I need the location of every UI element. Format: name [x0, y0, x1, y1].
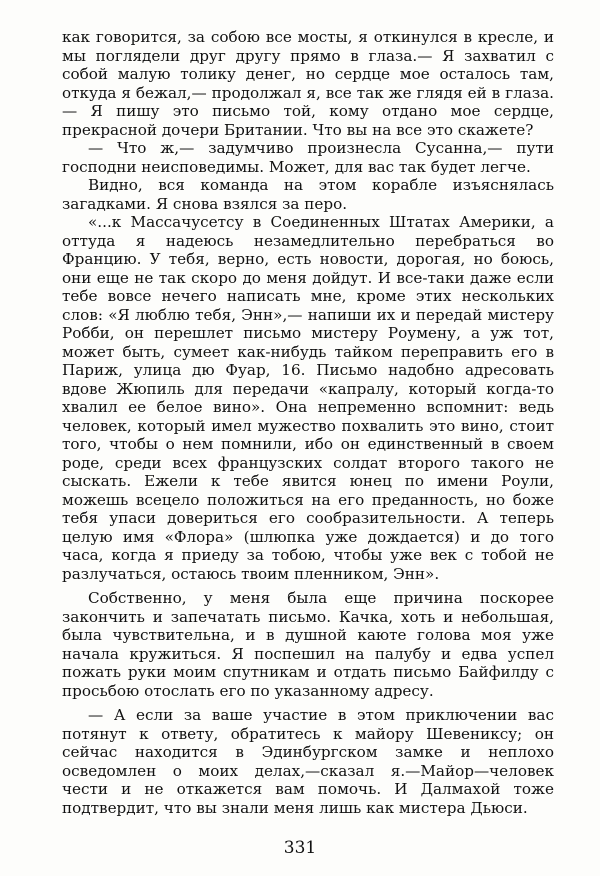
paragraph-continuation: как говорится, за собою все мосты, я откинулся в кресле, и мы поглядели друг другу прямо в глаза.— Я захватил с собой малую толику денег, но сердце мое осталось там, откуда я бежал,— продолжал я, все так же глядя ей в глаза.— Я пишу это письмо той, кому отдано мое сердце, прекрасной дочери Британии. Что вы на все это скажете? [62, 28, 554, 139]
paragraph-letter: «...к Массачусетсу в Соединенных Штатах Америки, а оттуда я надеюсь незамедлительно перебраться во Францию. У тебя, верно, есть новости, дорогая, но боюсь, они еще не так скоро до меня дойдут. И все-таки даже если тебе вовсе нечего написать мне, кроме этих нескольких слов: «Я люблю тебя, Энн»,— напиши их и передай мистеру Робби, он перешлет письмо мистеру Роумену, а уж тот, может быть, сумеет как-нибудь тайком переправить его в Париж, улица дю Фуар, 16. Письмо надобно адресовать вдове Жюпиль для передачи «капралу, который когда-то хвалил ее белое вино». Она непременно вспомнит: ведь человек, который имел мужество похвалить это вино, стоит того, чтобы о нем помнили, ибо он единственный в своем роде, среди всех французских солдат второго такого не сыскать. Ежели к тебе явится юнец по имени Роули, можешь всецело положиться на его преданность, но боже тебя упаси довериться его сообразительности. А теперь целую имя «Флора» (шлюпка уже дождается) и до того часа, когда я приеду за тобою, чтобы уже век с тобой не разлучаться, остаюсь твоим пленником, Энн». [62, 213, 554, 583]
paragraph-seal-letter: Собственно, у меня была еще причина поскорее закончить и запечатать письмо. Качка, хоть и небольшая, была чувствительна, и в душной каюте голова моя уже начала кружиться. Я поспешил на палубу и едва успел пожать руки моим спутникам и отдать письмо Байфилду с просьбою отослать его по указанному адресу. [62, 589, 554, 700]
page-number: 331 [283, 838, 317, 858]
page-text [62, 28, 554, 817]
paragraph-major-shevenix: — А если за ваше участие в этом приключении вас потянут к ответу, обратитесь к майору Шевениксу; он сейчас находится в Эдинбургском замке и неплохо осведомлен о моих делах,—сказал я.—Майор—человек чести и не откажется вам помочь. И Далмахой тоже подтвердит, что вы знали меня лишь как мистера Дьюси. [62, 706, 554, 817]
paragraph-susanna-reply: — Что ж,— задумчиво произнесла Сусанна,— пути господни неисповедимы. Может, для вас так будет легче. [62, 139, 554, 176]
paragraph-riddles: Видно, вся команда на этом корабле изъяснялась загадками. Я снова взялся за перо. [62, 176, 554, 213]
